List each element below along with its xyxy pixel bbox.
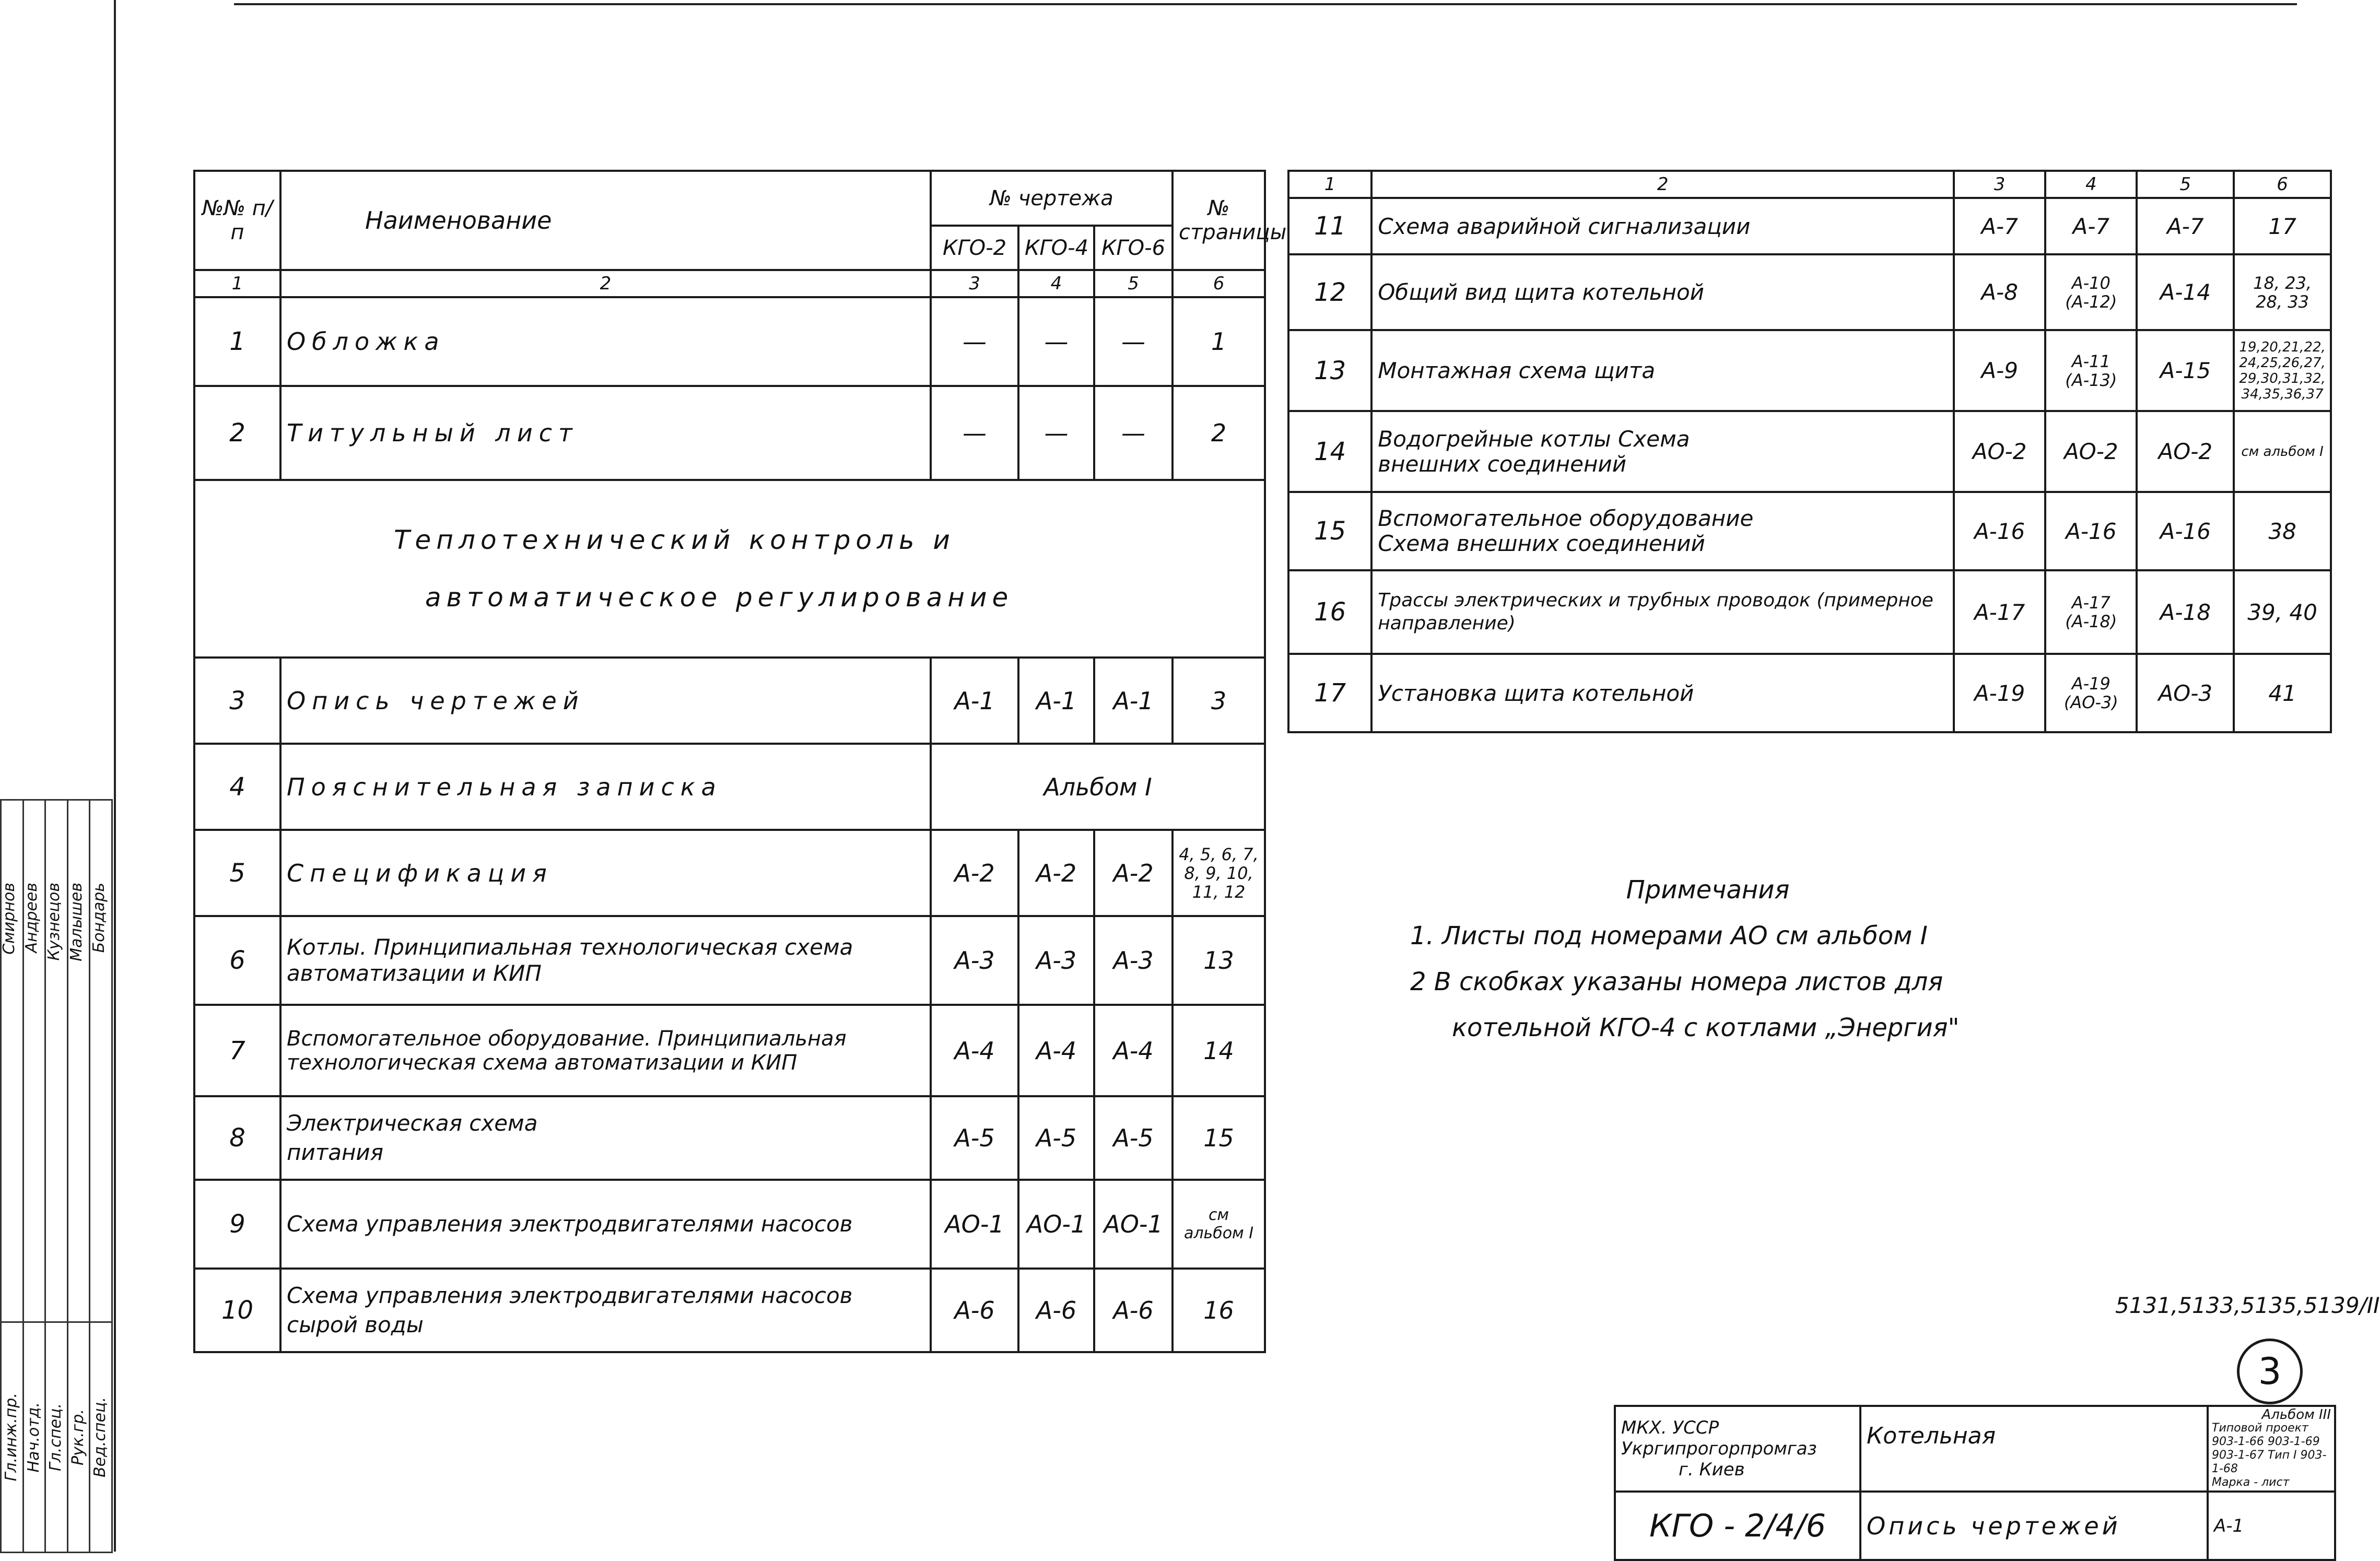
row-number: 10: [194, 1269, 280, 1352]
row-number: 3: [194, 658, 280, 744]
stamp-org-city: г. Киев: [1679, 1459, 1745, 1480]
row-page: см альбом I: [1173, 1180, 1265, 1269]
row-name: Монтажная схема щита: [1371, 330, 1954, 411]
name-slot: [67, 883, 90, 961]
row-kgo4: А-16: [2045, 492, 2137, 570]
name-slot: [22, 883, 45, 961]
row-name: Вспомогательное оборудование. Принципиальная технологическая схема автоматизации и КИП: [280, 1005, 931, 1096]
section-title-line-2: автоматическое регулирование: [425, 582, 1014, 613]
header-sub-kgo4: КГО-4: [1018, 226, 1094, 270]
col-number: 5: [2137, 171, 2234, 198]
row-page: 16: [1173, 1269, 1265, 1352]
role-label: Вед.спец.: [91, 1397, 110, 1477]
row-kgo6: А-2: [1094, 830, 1173, 916]
table-row: [194, 1005, 1265, 1096]
row-number: 16: [1288, 570, 1371, 654]
role-cell: [90, 1322, 112, 1553]
row-merged-album: Альбом I: [931, 744, 1265, 830]
row-kgo4: А-4: [1018, 1005, 1094, 1096]
row-number: 7: [194, 1005, 280, 1096]
name-slot: [45, 883, 67, 961]
col-number: 5: [1094, 270, 1173, 297]
row-kgo4: А-11 (А-13): [2045, 330, 2137, 411]
table-row: [1288, 330, 2331, 411]
col-number: 3: [1954, 171, 2045, 198]
row-kgo6: А-3: [1094, 916, 1173, 1005]
col-number: 6: [1173, 270, 1265, 297]
row-page: 17: [2234, 198, 2331, 254]
row-name: Титульный лист: [280, 386, 931, 480]
row-kgo6: А-14: [2137, 254, 2234, 330]
stamp-project-label: Типовой проект: [2212, 1422, 2308, 1435]
row-kgo2: АО-2: [1954, 411, 2045, 492]
row-page: 3: [1173, 658, 1265, 744]
section-title: [194, 480, 1265, 658]
row-kgo6: А-5: [1094, 1096, 1173, 1180]
col-number: 1: [194, 270, 280, 297]
role-cell: [1, 1322, 24, 1553]
row-kgo4: —: [1018, 386, 1094, 480]
row-kgo6: А-15: [2137, 330, 2234, 411]
name-slot: [90, 883, 112, 961]
row-number: 2: [194, 386, 280, 480]
row-name: Трассы электрических и трубных проводок (примерное направление): [1371, 570, 1954, 654]
role-label: Гл.инж.пр.: [2, 1393, 20, 1482]
frame-left-border: [114, 0, 116, 1552]
person-name: Бондарь: [90, 883, 108, 953]
row-page: 38: [2234, 492, 2331, 570]
row-page: 4, 5, 6, 7, 8, 9, 10, 11, 12: [1173, 830, 1265, 916]
row-page: см альбом I: [2234, 411, 2331, 492]
row-name: Обложка: [280, 297, 931, 386]
row-number: 14: [1288, 411, 1371, 492]
role-label: Нач.отд.: [24, 1402, 43, 1473]
role-cell: [67, 1322, 90, 1553]
header-name-text: Наименование: [365, 206, 552, 234]
row-number: 17: [1288, 654, 1371, 732]
row-kgo2: А-3: [931, 916, 1018, 1005]
signature-cell: [90, 800, 112, 1322]
row-kgo6: А-18: [2137, 570, 2234, 654]
col-number: 4: [1018, 270, 1094, 297]
table-row: [194, 916, 1265, 1005]
table-row: [1288, 254, 2331, 330]
sheet-reference: 5131,5133,5135,5139/II: [2115, 1293, 2380, 1318]
row-name: Общий вид щита котельной: [1371, 254, 1954, 330]
row-name: Вспомогательное оборудование Схема внешних соединений: [1371, 492, 1954, 570]
table-row: [194, 830, 1265, 916]
signature-names: [0, 883, 113, 961]
row-page: 39, 40: [2234, 570, 2331, 654]
row-kgo6: —: [1094, 297, 1173, 386]
stamp-organization: [1615, 1406, 1860, 1492]
row-page: 14: [1173, 1005, 1265, 1096]
row-number: 6: [194, 916, 280, 1005]
table-row: [194, 1180, 1265, 1269]
row-number: 1: [194, 297, 280, 386]
row-number: 5: [194, 830, 280, 916]
row-name: Спецификация: [280, 830, 931, 916]
row-name: Электрическая схема питания: [280, 1096, 931, 1180]
col-number: 4: [2045, 171, 2137, 198]
row-kgo2: А-7: [1954, 198, 2045, 254]
row-kgo6: АО-1: [1094, 1180, 1173, 1269]
row-kgo2: А-19: [1954, 654, 2045, 732]
person-name: Смирнов: [0, 883, 18, 955]
header-name: [280, 171, 931, 270]
row-kgo2: —: [931, 297, 1018, 386]
drawing-list-table-left: [193, 170, 1287, 1353]
row-kgo2: А-4: [931, 1005, 1018, 1096]
row-kgo2: А-6: [931, 1269, 1018, 1352]
stamp-code: КГО - 2/4/6: [1615, 1492, 1860, 1560]
table-row: [194, 1096, 1265, 1180]
table-row: [194, 658, 1265, 744]
row-kgo4: А-1: [1018, 658, 1094, 744]
row-kgo4: А-6: [1018, 1269, 1094, 1352]
sheet-number-circle: [2237, 1339, 2303, 1404]
row-name: Опись чертежей: [280, 658, 931, 744]
stamp-mark: А-1: [2208, 1492, 2335, 1560]
header-page-no: № страницы: [1173, 171, 1265, 270]
row-kgo6: А-7: [2137, 198, 2234, 254]
stamp-album-block: [2208, 1406, 2335, 1492]
role-cell: [45, 1322, 68, 1553]
sheet-number: 3: [2258, 1350, 2282, 1393]
row-kgo2: А-9: [1954, 330, 2045, 411]
row-page: 2: [1173, 386, 1265, 480]
row-name: Котлы. Принципиальная технологическая схема автоматизации и КИП: [280, 916, 931, 1005]
table-row: [194, 386, 1265, 480]
table-row: [194, 744, 1265, 830]
row-page: 19,20,21,22, 24,25,26,27, 29,30,31,32, 34,35,36,37: [2234, 330, 2331, 411]
notes-block: [1410, 867, 2089, 1051]
stamp-object: Котельная: [1860, 1406, 2208, 1492]
note-item: 2 В скобках указаны номера листов для: [1410, 967, 1943, 996]
stamp-title: Опись чертежей: [1860, 1492, 2208, 1560]
row-number: 9: [194, 1180, 280, 1269]
row-number: 8: [194, 1096, 280, 1180]
stamp-project-numbers: 903-1-66 903-1-69 903-1-67 Тип I 903-1-68: [2212, 1435, 2327, 1475]
row-kgo4: АО-1: [1018, 1180, 1094, 1269]
row-name: Схема управления электродвигателями насосов сырой воды: [280, 1269, 931, 1352]
row-number: 12: [1288, 254, 1371, 330]
table-row: [1288, 570, 2331, 654]
row-name: Схема управления электродвигателями насосов: [280, 1180, 931, 1269]
stamp-org-institute: Укргипрогорпромгаз: [1621, 1438, 1817, 1459]
row-number: 13: [1288, 330, 1371, 411]
row-kgo2: А-5: [931, 1096, 1018, 1180]
col-number: 2: [280, 270, 931, 297]
person-name: Малышев: [67, 883, 86, 961]
row-kgo4: А-5: [1018, 1096, 1094, 1180]
row-number: 11: [1288, 198, 1371, 254]
row-kgo2: АО-1: [931, 1180, 1018, 1269]
row-kgo2: А-8: [1954, 254, 2045, 330]
stamp-album: Альбом III: [2261, 1407, 2331, 1423]
row-kgo4: А-19 (АО-3): [2045, 654, 2137, 732]
person-name: Андреев: [22, 883, 41, 953]
col-number: 2: [1371, 171, 1954, 198]
stamp-mark-label: Марка - лист: [2212, 1476, 2290, 1489]
signature-cell: [67, 800, 90, 1322]
col-number: 1: [1288, 171, 1371, 198]
row-name: Установка щита котельной: [1371, 654, 1954, 732]
note-item: котельной КГО-4 с котлами „Энергия": [1452, 1013, 1960, 1042]
row-kgo4: —: [1018, 297, 1094, 386]
row-name: Пояснительная записка: [280, 744, 931, 830]
drawing-list-table-right: [1287, 170, 2332, 733]
row-kgo4: АО-2: [2045, 411, 2137, 492]
stamp-org-ministry: МКХ. УССР: [1621, 1417, 1719, 1438]
row-page: 15: [1173, 1096, 1265, 1180]
row-kgo4: А-3: [1018, 916, 1094, 1005]
section-title-line-1: Теплотехнический контроль и: [394, 525, 955, 555]
row-kgo6: —: [1094, 386, 1173, 480]
row-kgo2: А-16: [1954, 492, 2045, 570]
row-kgo6: А-16: [2137, 492, 2234, 570]
role-label: Рук.гр.: [68, 1409, 87, 1465]
title-block: [1614, 1405, 2336, 1561]
row-kgo6: А-6: [1094, 1269, 1173, 1352]
row-kgo6: А-4: [1094, 1005, 1173, 1096]
row-kgo2: А-2: [931, 830, 1018, 916]
col-number: 3: [931, 270, 1018, 297]
table-row: [194, 1269, 1265, 1352]
role-label: Гл.спец.: [46, 1403, 65, 1471]
signature-cell: [1, 800, 24, 1322]
table-row: [1288, 654, 2331, 732]
table-row: [1288, 492, 2331, 570]
table-row: [1288, 411, 2331, 492]
row-page: 18, 23, 28, 33: [2234, 254, 2331, 330]
row-name: Схема аварийной сигнализации: [1371, 198, 1954, 254]
frame-top-border: [234, 3, 2297, 5]
row-name: Водогрейные котлы Схема внешних соединений: [1371, 411, 1954, 492]
row-kgo2: А-17: [1954, 570, 2045, 654]
table-row: [194, 297, 1265, 386]
row-kgo6: А-1: [1094, 658, 1173, 744]
name-slot: [0, 883, 22, 961]
row-page: 41: [2234, 654, 2331, 732]
signature-cell: [23, 800, 45, 1322]
row-number: 4: [194, 744, 280, 830]
header-sub-kgo6: КГО-6: [1094, 226, 1173, 270]
row-page: 13: [1173, 916, 1265, 1005]
col-number: 6: [2234, 171, 2331, 198]
signature-cell: [45, 800, 68, 1322]
notes-title: Примечания: [1626, 875, 1790, 905]
row-number: 15: [1288, 492, 1371, 570]
row-kgo4: А-2: [1018, 830, 1094, 916]
table-row: [1288, 198, 2331, 254]
row-kgo6: АО-3: [2137, 654, 2234, 732]
row-kgo4: А-17 (А-18): [2045, 570, 2137, 654]
row-kgo2: —: [931, 386, 1018, 480]
row-kgo4: А-10 (А-12): [2045, 254, 2137, 330]
person-name: Кузнецов: [45, 883, 63, 961]
row-kgo6: АО-2: [2137, 411, 2234, 492]
row-page: 1: [1173, 297, 1265, 386]
header-no: №№ п/п: [194, 171, 280, 270]
row-kgo2: А-1: [931, 658, 1018, 744]
header-drawing-no: № чертежа: [931, 171, 1173, 226]
header-sub-kgo2: КГО-2: [931, 226, 1018, 270]
note-item: 1. Листы под номерами АО см альбом I: [1410, 921, 1928, 950]
signature-strip: [0, 799, 113, 1552]
role-cell: [23, 1322, 45, 1553]
row-kgo4: А-7: [2045, 198, 2137, 254]
